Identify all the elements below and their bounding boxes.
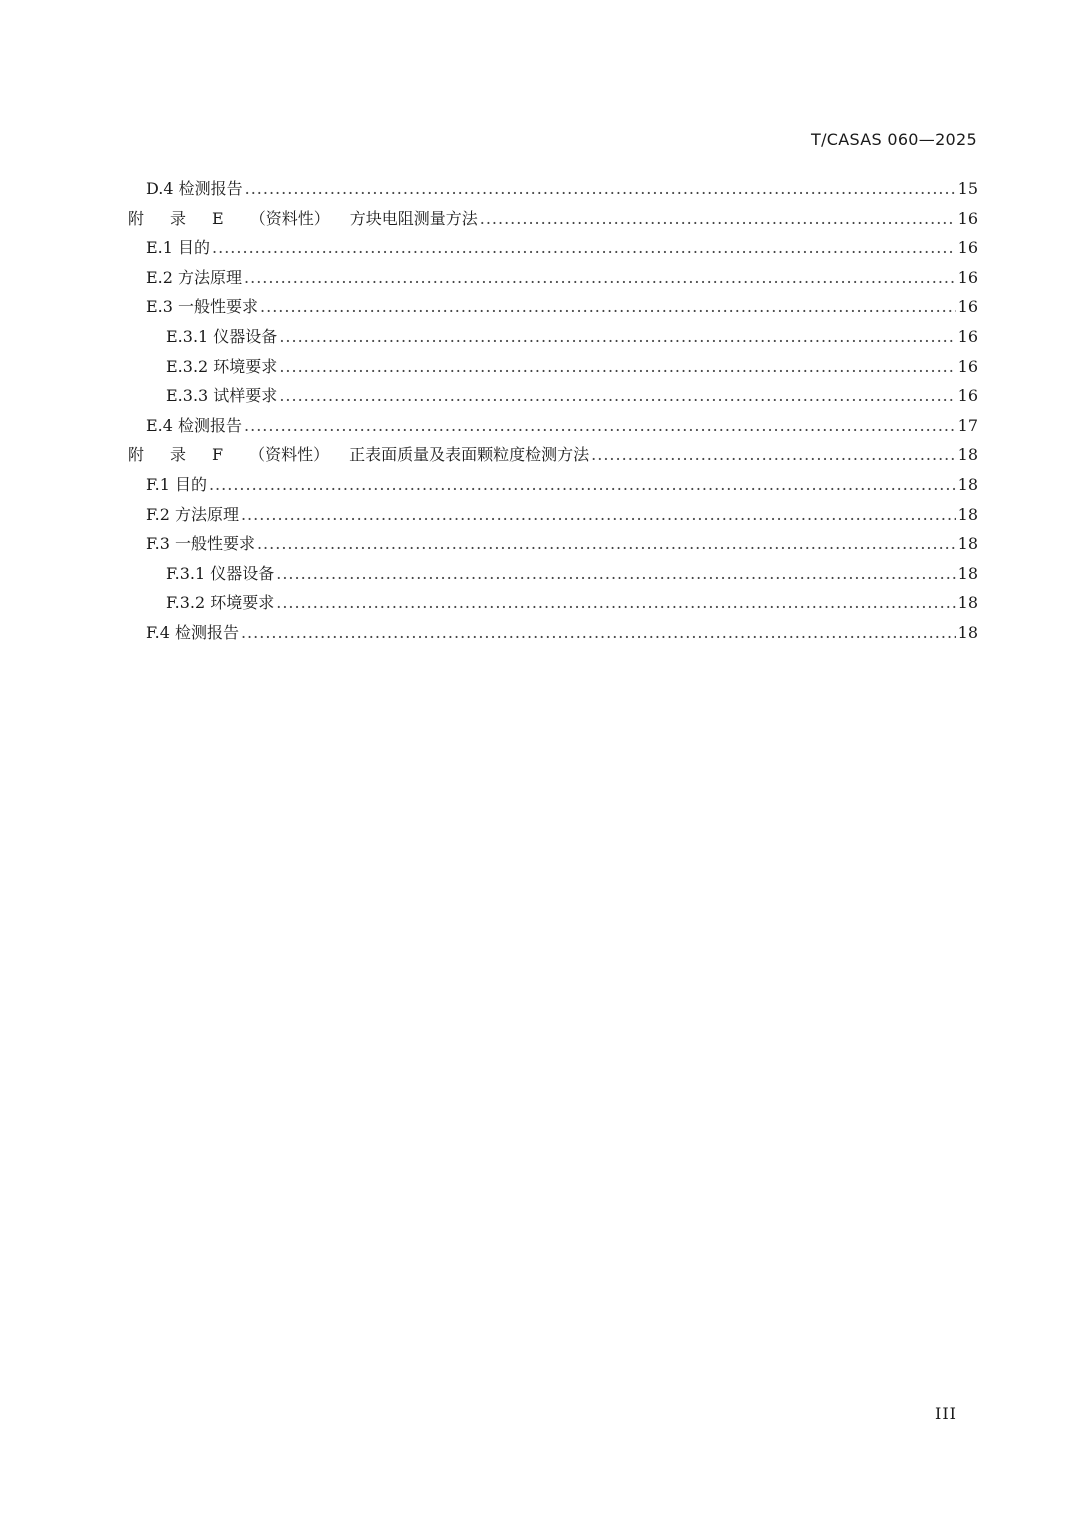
toc-entry-label: E.3.2 环境要求 <box>166 356 278 376</box>
toc-dot-leader <box>260 292 956 322</box>
toc-annex-label-part: 正表面质量及表面颗粒度检测方法 <box>349 445 590 465</box>
toc-entry[interactable] <box>128 233 978 263</box>
toc-entry[interactable] <box>128 618 978 648</box>
toc-entry[interactable] <box>128 322 978 352</box>
toc-annex-label-part: 录 <box>170 445 187 465</box>
toc-page-number: 18 <box>957 534 978 554</box>
toc-dot-leader <box>245 174 956 204</box>
toc-page-number: 15 <box>957 179 978 198</box>
toc-entry-label: E.2 方法原理 <box>146 267 243 287</box>
table-of-contents <box>128 174 978 648</box>
toc-entry[interactable] <box>128 411 978 441</box>
toc-entry[interactable] <box>128 559 978 589</box>
toc-dot-leader <box>276 559 955 589</box>
toc-dot-leader <box>241 500 956 530</box>
toc-entry[interactable] <box>128 174 978 204</box>
toc-entry[interactable] <box>128 588 978 618</box>
toc-dot-leader <box>279 352 955 382</box>
toc-annex-label-part: 附 <box>128 208 145 228</box>
toc-dot-leader <box>244 263 956 293</box>
toc-entry[interactable] <box>128 352 978 382</box>
page-number: III <box>935 1404 957 1423</box>
toc-dot-leader <box>209 470 956 500</box>
toc-page-number: 16 <box>957 297 978 317</box>
toc-dot-leader <box>212 233 956 263</box>
toc-page-number: 16 <box>957 326 978 346</box>
toc-entry-label: F.1 目的 <box>146 474 207 494</box>
toc-entry-label: F.2 方法原理 <box>146 504 239 524</box>
toc-dot-leader <box>257 529 956 559</box>
toc-page-number: 18 <box>957 445 978 465</box>
toc-dot-leader <box>241 618 956 648</box>
toc-page-number: 18 <box>957 474 978 494</box>
toc-entry[interactable] <box>128 529 978 559</box>
toc-page-number: 16 <box>957 238 978 258</box>
toc-entry[interactable] <box>128 500 978 530</box>
toc-entry-label: F.3.2 环境要求 <box>166 593 275 613</box>
toc-page-number: 17 <box>957 415 978 435</box>
toc-annex-label-part: 方块电阻测量方法 <box>349 208 478 228</box>
toc-annex-label-part: 附 <box>128 445 145 465</box>
toc-page-number: 16 <box>957 356 978 376</box>
toc-entry-label: E.3 一般性要求 <box>146 297 259 317</box>
toc-dot-leader <box>591 440 955 470</box>
toc-entry[interactable] <box>128 470 978 500</box>
document-code: T/CASAS 060—2025 <box>811 130 977 149</box>
toc-dot-leader <box>480 204 956 234</box>
toc-page-number: 18 <box>957 593 978 613</box>
toc-entry[interactable] <box>128 263 978 293</box>
toc-entry[interactable] <box>128 381 978 411</box>
toc-entry-label: D.4 检测报告 <box>146 179 243 198</box>
toc-page-number: 18 <box>957 622 978 642</box>
toc-entry-label: E.1 目的 <box>146 238 211 258</box>
toc-annex-label-part: F <box>212 445 224 465</box>
toc-annex-entry[interactable] <box>128 204 978 234</box>
toc-page-number: 16 <box>957 267 978 287</box>
toc-dot-leader <box>279 381 955 411</box>
toc-page-number: 18 <box>957 563 978 583</box>
toc-annex-entry[interactable] <box>128 440 978 470</box>
toc-entry-label: E.3.1 仪器设备 <box>166 326 278 346</box>
toc-entry-label: F.3 一般性要求 <box>146 534 255 554</box>
toc-dot-leader <box>244 411 956 441</box>
toc-entry-label: E.4 检测报告 <box>146 415 243 435</box>
toc-annex-label <box>128 204 478 234</box>
toc-dot-leader <box>276 588 955 618</box>
toc-entry-label: F.3.1 仪器设备 <box>166 563 275 583</box>
toc-entry-label: F.4 检测报告 <box>146 622 239 642</box>
toc-page-number: 16 <box>957 386 978 406</box>
toc-dot-leader <box>279 322 955 352</box>
toc-annex-label <box>128 440 589 470</box>
toc-annex-label-part: 录 <box>170 208 187 228</box>
toc-annex-label-part: （资料性） <box>249 445 330 465</box>
toc-entry-label: E.3.3 试样要求 <box>166 386 278 406</box>
toc-page-number: 18 <box>957 504 978 524</box>
toc-annex-label-part: （资料性） <box>249 208 330 228</box>
toc-page-number: 16 <box>957 208 978 228</box>
toc-entry[interactable] <box>128 292 978 322</box>
toc-annex-label-part: E <box>212 208 224 228</box>
